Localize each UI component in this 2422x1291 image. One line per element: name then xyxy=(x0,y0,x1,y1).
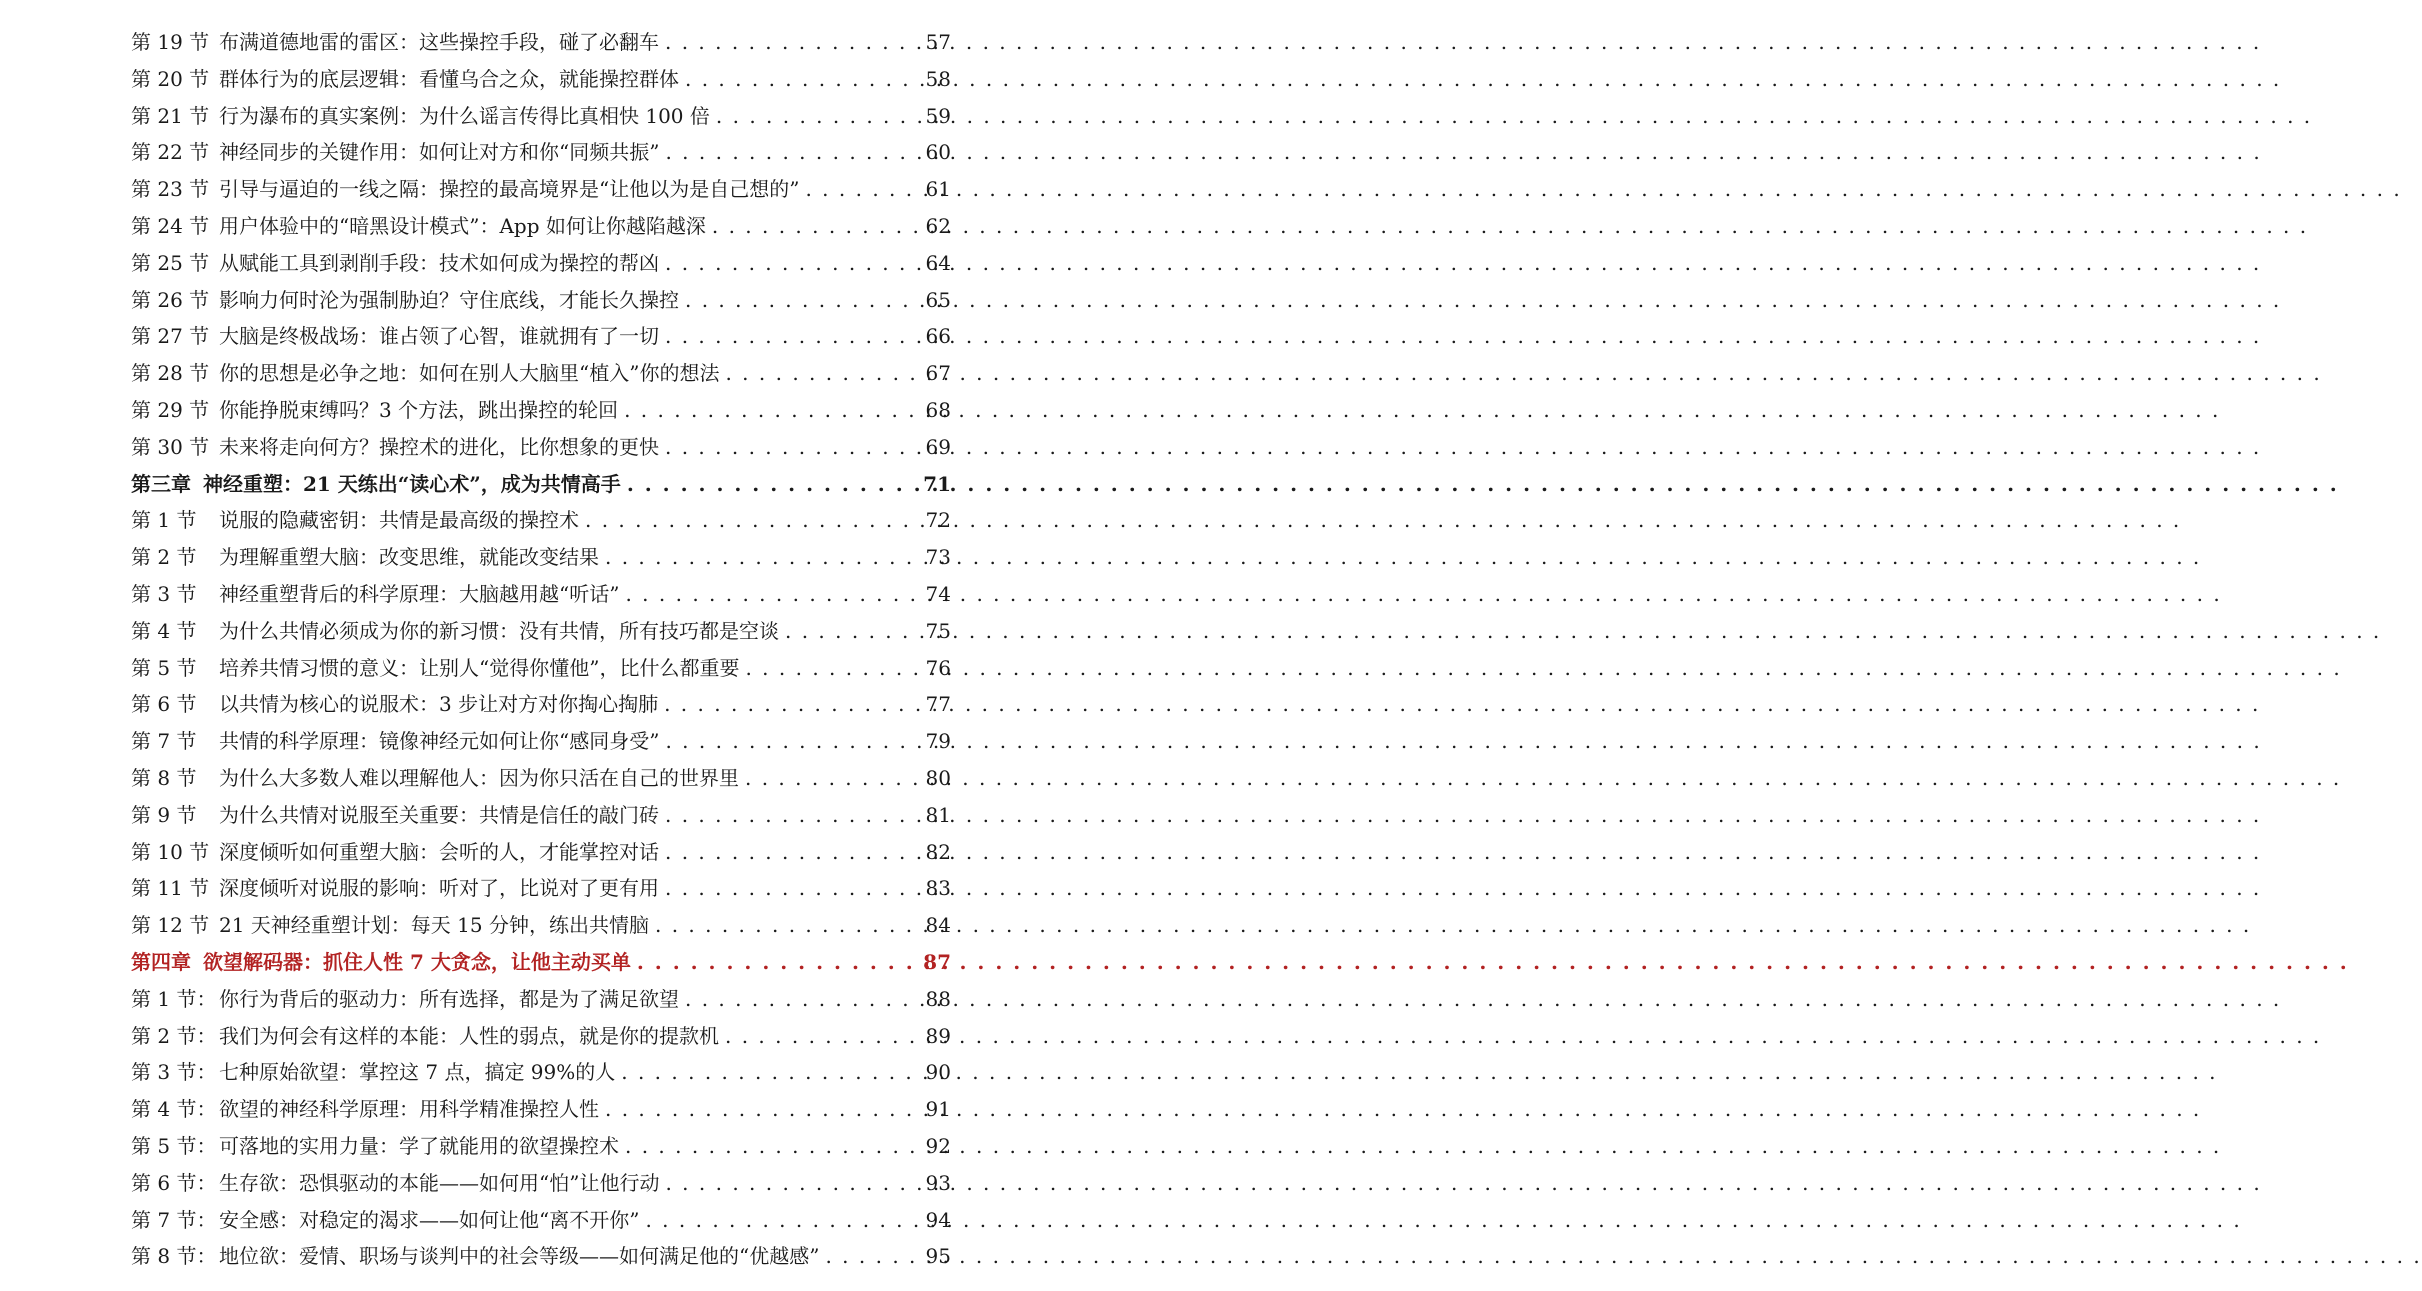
toc-entry-label: 第 25 节 xyxy=(131,250,210,275)
toc-page-number: 65 xyxy=(925,287,951,312)
toc-dot-leader xyxy=(665,834,917,871)
toc-page-number: 62 xyxy=(925,213,951,238)
toc-section-row[interactable] xyxy=(131,318,951,355)
toc-page-number: 66 xyxy=(925,324,951,349)
toc-page-number: 89 xyxy=(925,1023,951,1048)
toc-page-number: 59 xyxy=(925,103,951,128)
toc-entry-title: 为什么大多数人难以理解他人：因为你只活在自己的世界里 xyxy=(219,765,739,790)
toc-entry-title: 从赋能工具到剥削手段：技术如何成为操控的帮凶 xyxy=(219,250,659,275)
toc-entry-title: 引导与逼迫的一线之隔：操控的最高境界是“让他以为是自己想的” xyxy=(219,177,800,202)
toc-dot-leader xyxy=(825,1238,917,1275)
toc-entry-title: 你能挣脱束缚吗？3 个方法，跳出操控的轮回 xyxy=(219,397,619,422)
toc-page-number: 82 xyxy=(925,839,951,864)
toc-entry-label: 第四章 xyxy=(131,949,191,974)
toc-entry-title: 生存欲：恐惧驱动的本能——如何用“怕”让他行动 xyxy=(219,1170,660,1195)
toc-entry-title: 共情的科学原理：镜像神经元如何让你“感同身受” xyxy=(219,729,660,754)
toc-section-row[interactable] xyxy=(131,245,951,282)
toc-dot-leader xyxy=(716,98,917,135)
toc-dot-leader xyxy=(665,429,917,466)
toc-entry-title: 我们为何会有这样的本能：人性的弱点，就是你的提款机 xyxy=(219,1023,719,1048)
toc-page-number: 61 xyxy=(925,177,951,202)
toc-section-row[interactable] xyxy=(131,539,951,576)
toc-dot-leader xyxy=(805,171,917,208)
toc-section-row[interactable] xyxy=(131,1054,951,1091)
toc-entry-title: 行为瀑布的真实案例：为什么谣言传得比真相快 100 倍 xyxy=(219,103,710,128)
toc-section-row[interactable] xyxy=(131,1018,951,1055)
toc-page-number: 77 xyxy=(925,692,951,717)
toc-section-row[interactable] xyxy=(131,870,951,907)
toc-page-number: 60 xyxy=(925,140,951,165)
toc-section-row[interactable] xyxy=(131,392,951,429)
toc-section-row[interactable] xyxy=(131,1091,951,1128)
toc-section-row[interactable] xyxy=(131,723,951,760)
toc-section-row[interactable] xyxy=(131,429,951,466)
toc-dot-leader xyxy=(645,1202,917,1239)
toc-dot-leader xyxy=(605,539,917,576)
toc-page-number: 69 xyxy=(925,434,951,459)
toc-page-number: 64 xyxy=(925,250,951,275)
toc-section-row[interactable] xyxy=(131,834,951,871)
toc-entry-title: 培养共情习惯的意义：让别人“觉得你懂他”，比什么都重要 xyxy=(219,655,740,680)
toc-page-number: 72 xyxy=(925,508,951,533)
toc-dot-leader xyxy=(627,466,917,503)
toc-section-row[interactable] xyxy=(131,650,951,687)
toc-entry-label: 第 4 节： xyxy=(131,1097,217,1122)
toc-dot-leader xyxy=(625,1128,917,1165)
toc-page-number: 90 xyxy=(925,1060,951,1085)
toc-dot-leader xyxy=(725,355,917,392)
toc-page-number: 57 xyxy=(925,30,951,54)
toc-section-row[interactable] xyxy=(131,208,951,245)
toc-dot-leader xyxy=(712,208,917,245)
toc-entry-label: 第 9 节 xyxy=(131,802,197,827)
toc-section-row[interactable] xyxy=(131,1238,951,1275)
toc-section-row[interactable] xyxy=(131,797,951,834)
toc-entry-label: 第 5 节： xyxy=(131,1133,217,1158)
toc-section-row[interactable] xyxy=(131,1128,951,1165)
toc-dot-leader xyxy=(665,870,917,907)
toc-entry-label: 第 3 节： xyxy=(131,1060,217,1085)
toc-entry-label: 第 26 节 xyxy=(131,287,210,312)
toc-chapter-row[interactable] xyxy=(131,944,951,981)
toc-page-number: 79 xyxy=(925,729,951,754)
toc-page-number: 74 xyxy=(925,581,951,606)
toc-page-number: 91 xyxy=(925,1097,951,1122)
toc-entry-title: 21 天神经重塑计划：每天 15 分钟，练出共情脑 xyxy=(219,913,649,938)
toc-entry-title: 群体行为的底层逻辑：看懂乌合之众，就能操控群体 xyxy=(219,66,679,91)
toc-entry-title: 为理解重塑大脑：改变思维，就能改变结果 xyxy=(219,545,599,570)
toc-dot-leader xyxy=(665,723,917,760)
toc-page-number: 71 xyxy=(923,471,951,496)
toc-entry-label: 第 6 节： xyxy=(131,1170,217,1195)
toc-entry-title: 地位欲：爱情、职场与谈判中的社会等级——如何满足他的“优越感” xyxy=(219,1244,820,1269)
toc-entry-title: 安全感：对稳定的渴求——如何让他“离不开你” xyxy=(219,1207,640,1232)
toc-entry-title: 神经重塑：21 天练出“读心术”，成为共情高手 xyxy=(203,471,621,496)
toc-entry-title: 神经重塑背后的科学原理：大脑越用越“听话” xyxy=(219,581,620,606)
toc-dot-leader xyxy=(585,502,917,539)
toc-page-number: 75 xyxy=(925,618,951,643)
toc-page-number: 68 xyxy=(925,397,951,422)
toc-section-row[interactable] xyxy=(131,1165,951,1202)
toc-page-number: 94 xyxy=(925,1207,951,1232)
toc-dot-leader xyxy=(785,613,917,650)
toc-entry-label: 第 19 节 xyxy=(131,30,210,54)
toc-section-row[interactable] xyxy=(131,355,951,392)
toc-page-number: 83 xyxy=(925,876,951,901)
toc-entry-label: 第 24 节 xyxy=(131,213,210,238)
toc-entry-label: 第 10 节 xyxy=(131,839,210,864)
toc-page-number: 95 xyxy=(925,1244,951,1269)
toc-section-row[interactable] xyxy=(131,61,951,98)
toc-entry-label: 第 12 节 xyxy=(131,913,210,938)
toc-dot-leader xyxy=(745,650,917,687)
toc-entry-title: 为什么共情对说服至关重要：共情是信任的敲门砖 xyxy=(219,802,659,827)
toc-section-row[interactable] xyxy=(131,613,951,650)
toc-section-row[interactable] xyxy=(131,686,951,723)
toc-dot-leader xyxy=(665,318,917,355)
toc-page-number: 88 xyxy=(925,986,951,1011)
toc-entry-label: 第 2 节 xyxy=(131,545,197,570)
toc-entry-label: 第三章 xyxy=(131,471,191,496)
toc-entry-title: 未来将走向何方？操控术的进化，比你想象的更快 xyxy=(219,434,659,459)
toc-page-number: 73 xyxy=(925,545,951,570)
toc-page-number: 84 xyxy=(925,913,951,938)
toc-entry-label: 第 8 节： xyxy=(131,1244,217,1269)
toc-entry-title: 欲望解码器：抓住人性 7 大贪念，让他主动买单 xyxy=(203,949,631,974)
toc-entry-label: 第 7 节： xyxy=(131,1207,217,1232)
table-of-contents xyxy=(131,24,951,1275)
toc-page-number: 81 xyxy=(925,802,951,827)
toc-entry-label: 第 20 节 xyxy=(131,66,210,91)
toc-page-number: 93 xyxy=(925,1170,951,1195)
toc-dot-leader xyxy=(605,1091,917,1128)
toc-entry-label: 第 22 节 xyxy=(131,140,210,165)
toc-section-row[interactable] xyxy=(131,282,951,319)
toc-dot-leader xyxy=(621,1054,917,1091)
toc-section-row[interactable] xyxy=(131,24,951,61)
toc-dot-leader xyxy=(655,907,917,944)
toc-section-row[interactable] xyxy=(131,98,951,135)
toc-dot-leader xyxy=(725,1018,917,1055)
toc-entry-title: 为什么共情必须成为你的新习惯：没有共情，所有技巧都是空谈 xyxy=(219,618,779,643)
toc-chapter-row[interactable] xyxy=(131,466,951,503)
toc-section-row[interactable] xyxy=(131,760,951,797)
toc-entry-label: 第 29 节 xyxy=(131,397,210,422)
toc-entry-title: 以共情为核心的说服术：3 步让对方对你掏心掏肺 xyxy=(219,692,659,717)
toc-section-row[interactable] xyxy=(131,171,951,208)
toc-entry-title: 你的思想是必争之地：如何在别人大脑里“植入”你的想法 xyxy=(219,361,720,386)
toc-entry-title: 影响力何时沦为强制胁迫？守住底线，才能长久操控 xyxy=(219,287,679,312)
toc-dot-leader xyxy=(685,61,917,98)
toc-page-number: 58 xyxy=(925,66,951,91)
toc-dot-leader xyxy=(637,944,917,981)
toc-dot-leader xyxy=(665,1165,917,1202)
toc-dot-leader xyxy=(665,245,917,282)
toc-dot-leader xyxy=(665,134,917,171)
toc-entry-label: 第 11 节 xyxy=(131,876,210,901)
toc-dot-leader xyxy=(745,760,917,797)
toc-entry-label: 第 30 节 xyxy=(131,434,210,459)
toc-dot-leader xyxy=(665,24,917,61)
toc-entry-label: 第 6 节 xyxy=(131,692,197,717)
toc-entry-label: 第 4 节 xyxy=(131,618,197,643)
toc-section-row[interactable] xyxy=(131,907,951,944)
toc-dot-leader xyxy=(665,797,917,834)
toc-entry-label: 第 8 节 xyxy=(131,765,197,790)
toc-page-number: 67 xyxy=(925,361,951,386)
toc-section-row[interactable] xyxy=(131,576,951,613)
toc-entry-title: 七种原始欲望：掌控这 7 点，搞定 99%的人 xyxy=(219,1060,616,1085)
toc-dot-leader xyxy=(685,282,917,319)
toc-entry-label: 第 5 节 xyxy=(131,655,197,680)
toc-page-number: 80 xyxy=(925,765,951,790)
toc-entry-title: 深度倾听对说服的影响：听对了，比说对了更有用 xyxy=(219,876,659,901)
toc-entry-label: 第 28 节 xyxy=(131,361,210,386)
toc-entry-label: 第 1 节： xyxy=(131,986,217,1011)
toc-section-row[interactable] xyxy=(131,134,951,171)
toc-entry-label: 第 1 节 xyxy=(131,508,197,533)
toc-entry-title: 深度倾听如何重塑大脑：会听的人，才能掌控对话 xyxy=(219,839,659,864)
toc-entry-title: 你行为背后的驱动力：所有选择，都是为了满足欲望 xyxy=(219,986,679,1011)
toc-page-number: 92 xyxy=(925,1133,951,1158)
toc-page-number: 87 xyxy=(923,949,951,974)
toc-entry-label: 第 21 节 xyxy=(131,103,210,128)
toc-entry-label: 第 23 节 xyxy=(131,177,210,202)
toc-entry-title: 可落地的实用力量：学了就能用的欲望操控术 xyxy=(219,1133,619,1158)
toc-page-number: 76 xyxy=(925,655,951,680)
toc-entry-title: 大脑是终极战场：谁占领了心智，谁就拥有了一切 xyxy=(219,324,659,349)
toc-section-row[interactable] xyxy=(131,1202,951,1239)
toc-entry-title: 说服的隐藏密钥：共情是最高级的操控术 xyxy=(219,508,579,533)
toc-entry-label: 第 2 节： xyxy=(131,1023,217,1048)
toc-dot-leader xyxy=(624,392,917,429)
toc-entry-label: 第 27 节 xyxy=(131,324,210,349)
toc-entry-title: 布满道德地雷的雷区：这些操控手段，碰了必翻车 xyxy=(219,30,659,54)
toc-dot-leader xyxy=(664,686,917,723)
toc-entry-label: 第 7 节 xyxy=(131,729,197,754)
toc-section-row[interactable] xyxy=(131,981,951,1018)
toc-entry-label: 第 3 节 xyxy=(131,581,197,606)
toc-section-row[interactable] xyxy=(131,502,951,539)
toc-dot-leader xyxy=(625,576,917,613)
toc-entry-title: 神经同步的关键作用：如何让对方和你“同频共振” xyxy=(219,140,660,165)
toc-entry-title: 用户体验中的“暗黑设计模式”：App 如何让你越陷越深 xyxy=(219,213,706,238)
toc-dot-leader xyxy=(685,981,917,1018)
toc-entry-title: 欲望的神经科学原理：用科学精准操控人性 xyxy=(219,1097,599,1122)
